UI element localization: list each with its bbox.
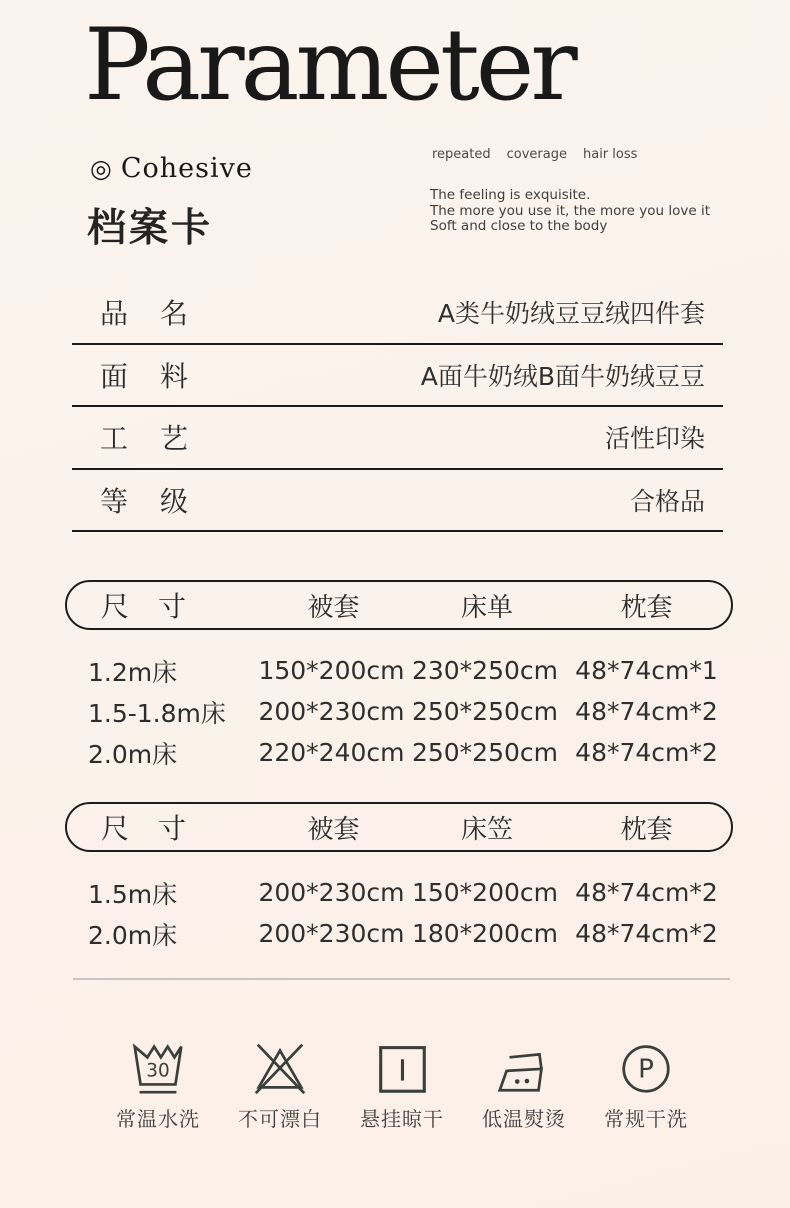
care-item-hang-dry xyxy=(356,1036,448,1132)
description-line: Soft and close to the body xyxy=(430,218,608,234)
size-header-duvet: 被套 xyxy=(307,592,360,623)
care-item-wash xyxy=(112,1036,204,1132)
size-cell: 150*200cm xyxy=(411,878,559,907)
hang-dry-icon xyxy=(371,1036,433,1098)
care-item-dry-clean xyxy=(600,1036,692,1132)
size-cell: 2.0m床 xyxy=(88,739,178,769)
size-cell: 48*74cm*2 xyxy=(575,878,718,907)
size-cell: 2.0m床 xyxy=(88,920,178,950)
size-row xyxy=(65,872,733,913)
size-cell: 1.5m床 xyxy=(88,879,178,909)
size-header-size: 尺寸 xyxy=(101,812,216,845)
feature-tag: hair loss xyxy=(582,147,638,162)
size-cell: 180*200cm xyxy=(411,919,559,948)
size-header-fitted-sheet: 床笠 xyxy=(460,814,513,845)
size-cell: 230*250cm xyxy=(411,656,559,685)
size-cell: 150*200cm xyxy=(258,656,405,685)
size-cell: 48*74cm*2 xyxy=(575,697,718,726)
care-label: 常规干洗 xyxy=(604,1107,688,1131)
description-line: The feeling is exquisite. xyxy=(430,187,591,203)
product-description xyxy=(430,188,710,235)
size-cell: 48*74cm*2 xyxy=(575,919,718,948)
spec-label: 品名 xyxy=(100,297,221,331)
brand-name: Cohesive xyxy=(120,153,253,184)
size-table-2-body xyxy=(65,872,733,954)
spec-row-grade xyxy=(72,470,723,533)
size-table-1-body xyxy=(65,650,733,773)
spec-value: 活性印染 xyxy=(604,424,705,454)
spec-table xyxy=(72,282,723,532)
size-row xyxy=(65,691,733,732)
spec-label: 等级 xyxy=(100,484,221,518)
brand xyxy=(90,153,253,184)
size-header-pillow: 枕套 xyxy=(620,814,673,845)
spec-label: 面料 xyxy=(100,359,221,393)
spec-label: 工艺 xyxy=(100,422,221,456)
size-cell: 220*240cm xyxy=(258,738,405,767)
size-table-2-header xyxy=(65,802,733,852)
feature-tag: coverage xyxy=(506,147,567,162)
size-cell: 250*250cm xyxy=(411,738,559,767)
care-label: 常温水洗 xyxy=(116,1107,200,1131)
spec-value: A类牛奶绒豆豆绒四件套 xyxy=(437,299,705,329)
size-cell: 200*230cm xyxy=(258,878,405,907)
svg-text:30: 30 xyxy=(146,1060,170,1082)
size-table-1-header xyxy=(65,580,733,630)
description-line: The more you use it, the more you love it xyxy=(430,202,711,219)
size-header-size: 尺寸 xyxy=(101,590,216,623)
spec-value: A面牛奶绒B面牛奶绒豆豆 xyxy=(420,361,705,391)
svg-text:P: P xyxy=(638,1054,654,1085)
care-item-iron-low xyxy=(478,1036,570,1132)
size-header-pillow: 枕套 xyxy=(620,592,673,623)
size-row xyxy=(65,913,733,954)
no-bleach-icon xyxy=(249,1036,311,1098)
spec-row-fabric xyxy=(72,345,723,408)
feature-tags xyxy=(432,147,637,162)
archive-card-subtitle: 档案卡 xyxy=(87,206,214,251)
spec-row-craft xyxy=(72,407,723,470)
size-header-duvet: 被套 xyxy=(307,814,360,845)
size-cell: 1.2m床 xyxy=(88,657,178,687)
care-instructions xyxy=(112,1036,692,1132)
size-header-sheet: 床单 xyxy=(460,592,513,623)
care-label: 不可漂白 xyxy=(238,1107,322,1131)
size-cell: 48*74cm*2 xyxy=(575,738,718,767)
size-row xyxy=(65,650,733,691)
size-cell: 200*230cm xyxy=(258,697,405,726)
care-label: 低温熨烫 xyxy=(482,1107,566,1131)
spec-row-name xyxy=(72,282,723,345)
care-label: 悬挂晾干 xyxy=(360,1107,444,1131)
brand-circle-icon: ◎ xyxy=(90,154,113,183)
size-cell: 250*250cm xyxy=(411,697,559,726)
feature-tag: repeated xyxy=(432,147,491,162)
size-cell: 48*74cm*1 xyxy=(575,656,718,685)
care-item-no-bleach xyxy=(234,1036,326,1132)
spec-value: 合格品 xyxy=(629,486,705,516)
size-cell: 200*230cm xyxy=(258,919,405,948)
wash-30-icon xyxy=(127,1036,189,1098)
section-divider xyxy=(73,978,730,980)
size-cell: 1.5-1.8m床 xyxy=(88,698,226,728)
iron-low-icon xyxy=(493,1036,555,1098)
size-row xyxy=(65,732,733,773)
page-title: Parameter xyxy=(84,8,574,123)
dry-clean-icon xyxy=(615,1036,677,1098)
